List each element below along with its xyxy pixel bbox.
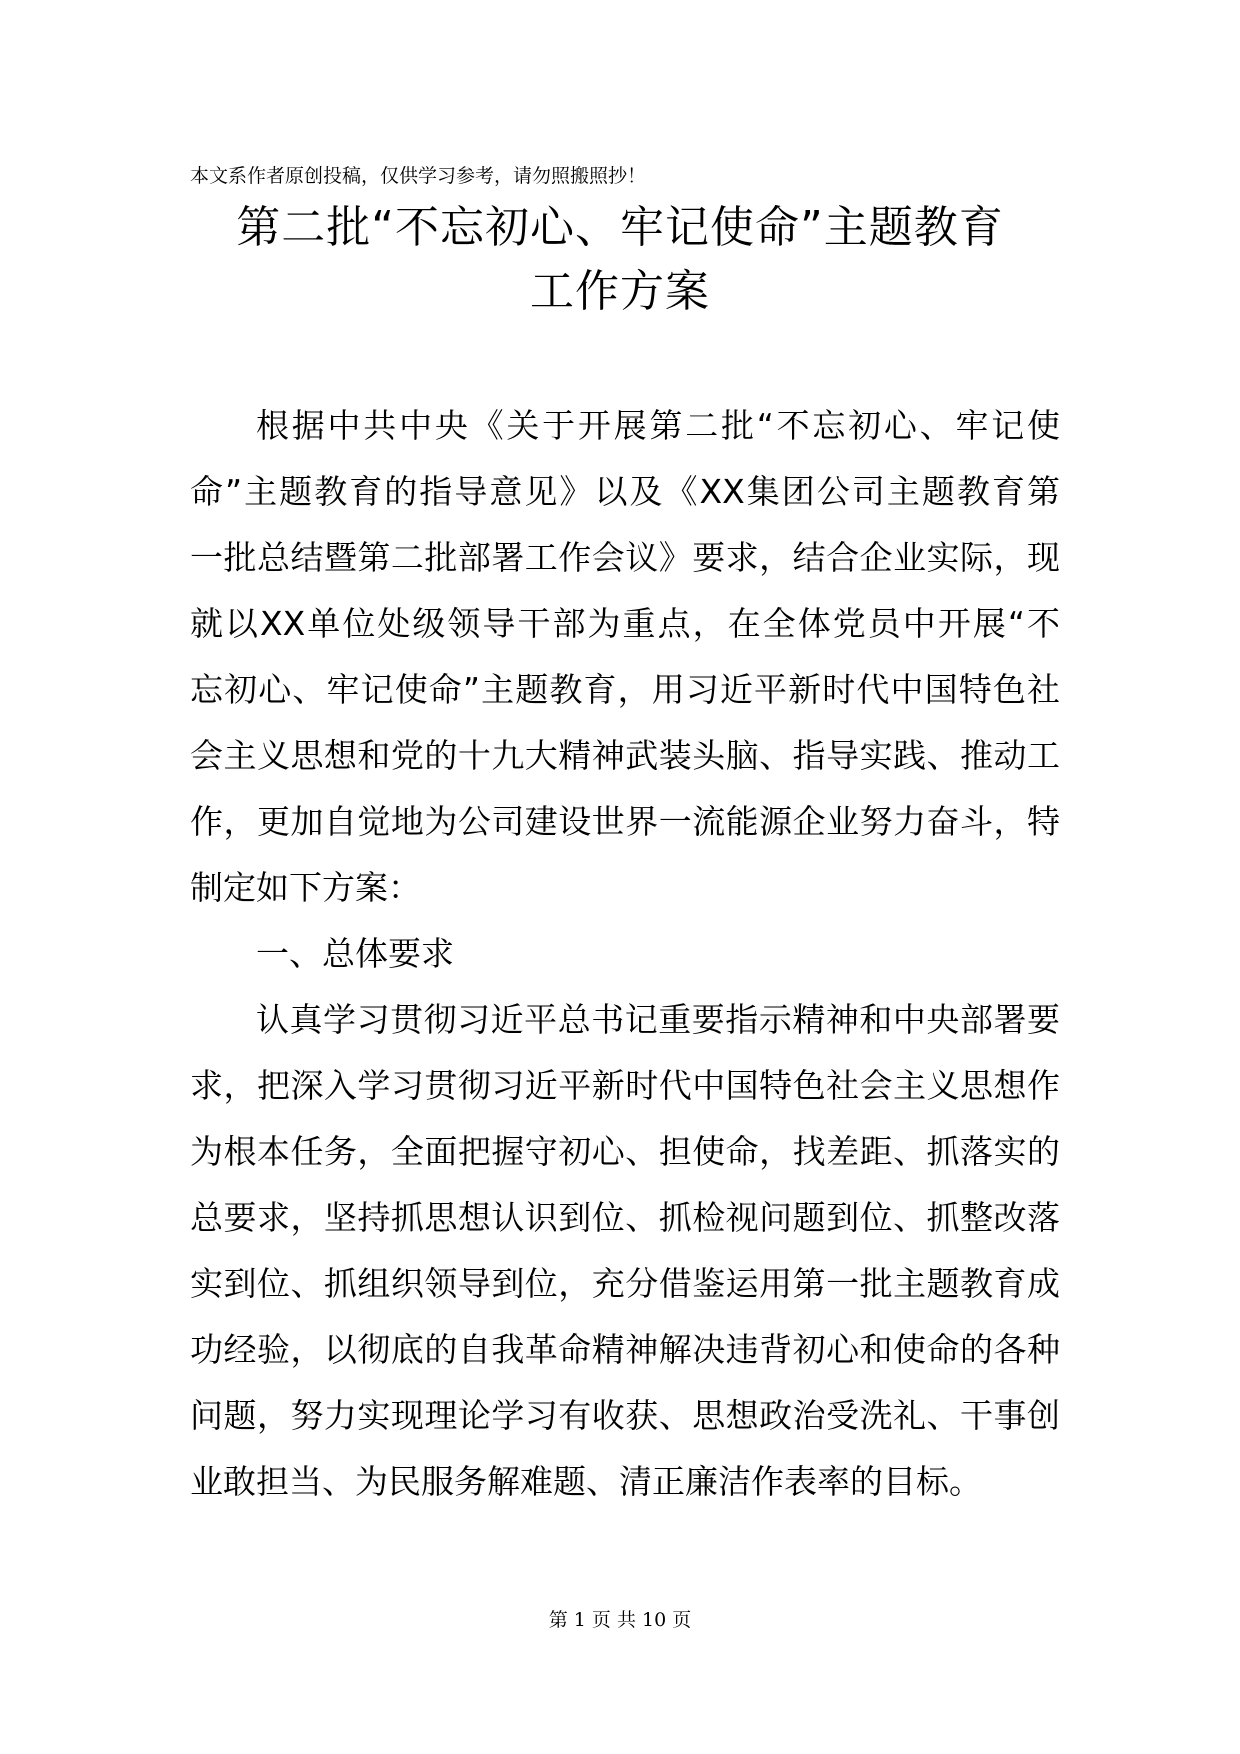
paragraph-line: 实到位、抓组织领导到位，充分借鉴运用第一批主题教育成 [190,1264,1060,1303]
paragraph-line: 认真学习贯彻习近平总书记重要指示精神和中央部署要 [256,1000,1060,1039]
paragraph-line: 就以XX单位处级领导干部为重点，在全体党员中开展“不 [190,604,1060,643]
paragraph-line: 根据中共中央《关于开展第二批“不忘初心、牢记使 [256,406,1060,445]
paragraph-general-requirements [190,987,1060,1515]
paragraph-line: 总要求，坚持抓思想认识到位、抓检视问题到位、抓整改落 [190,1198,1060,1237]
paragraph-line: 会主义思想和党的十九大精神武装头脑、指导实践、推动工 [190,736,1060,775]
paragraph-line: 求，把深入学习贯彻习近平新时代中国特色社会主义思想作 [190,1066,1060,1105]
document-title-line-2: 工作方案 [530,266,710,317]
document-title-line-1: 第二批“不忘初心、牢记使命”主题教育 [236,202,1004,253]
paragraph-line: 作，更加自觉地为公司建设世界一流能源企业努力奋斗，特 [190,802,1060,841]
section-heading: 一、总体要求 [256,934,454,973]
paragraph-line: 忘初心、牢记使命”主题教育，用习近平新时代中国特色社 [190,670,1060,709]
paragraph-line: 为根本任务，全面把握守初心、担使命，找差距、抓落实的 [190,1132,1060,1171]
paragraph-line: 业敢担当、为民服务解难题、清正廉洁作表率的目标。 [190,1462,982,1501]
paragraph-line: 制定如下方案： [190,868,421,907]
paragraph-intro [190,393,1060,921]
copyright-notice: 本文系作者原创投稿，仅供学习参考，请勿照搬照抄！ [190,165,647,187]
paragraph-line: 问题，努力实现理论学习有收获、思想政治受洗礼、干事创 [190,1396,1060,1435]
page-number-footer: 第 1 页 共 10 页 [548,1609,692,1631]
paragraph-line: 功经验，以彻底的自我革命精神解决违背初心和使命的各种 [190,1330,1060,1369]
paragraph-line: 一批总结暨第二批部署工作会议》要求，结合企业实际，现 [190,538,1060,577]
paragraph-line: 命”主题教育的指导意见》以及《XX集团公司主题教育第 [190,472,1060,511]
